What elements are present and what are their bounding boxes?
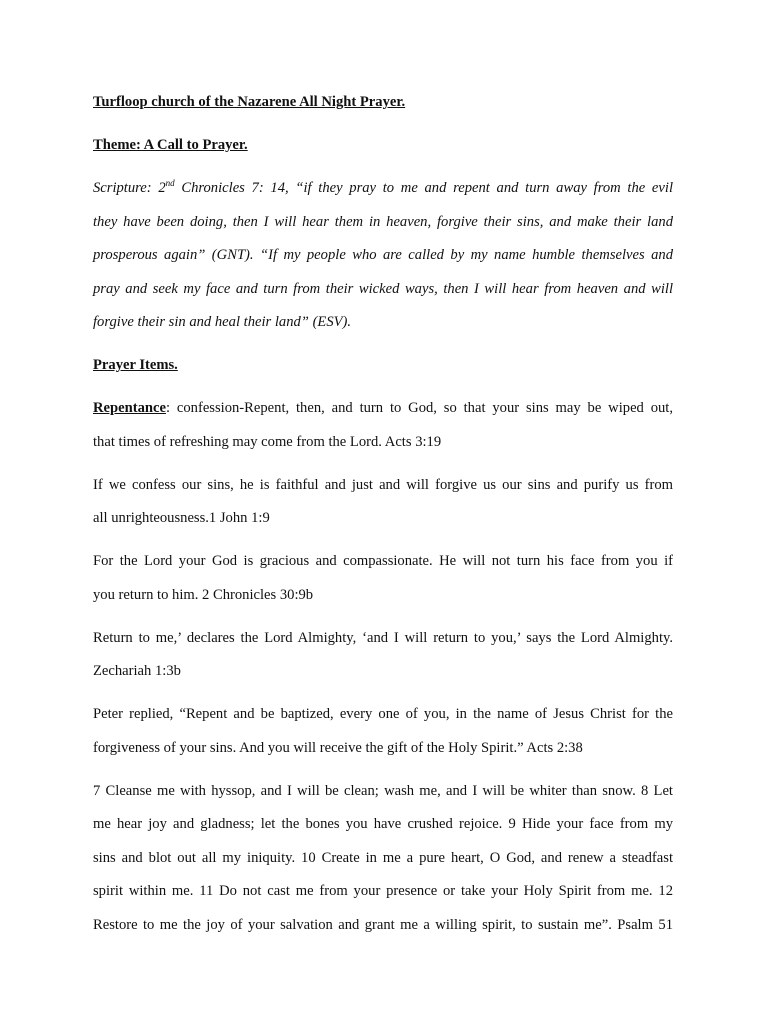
scripture-line-1: [93, 172, 673, 206]
theme-block: [93, 129, 673, 163]
scripture-line-4: pray and seek my face and turn from their wicked ways, then I will hear from heaven and will: [93, 280, 673, 297]
paragraph-psalm-line-5: Restore to me the joy of your salvation and grant me a willing spirit, to sustain me”. Psalm 51: [93, 916, 673, 933]
paragraph-psalm: [93, 775, 673, 943]
paragraph-1john-line-2: all unrighteousness.1 John 1:9: [93, 510, 270, 526]
paragraph-psalm-line-1: 7 Cleanse me with hyssop, and I will be clean; wash me, and I will be whiter than snow. 8 Let: [93, 782, 673, 799]
paragraph-psalm-line-4: spirit within me. 11 Do not cast me from your presence or take your Holy Spirit from me. 12: [93, 883, 673, 899]
repentance-line-1: [93, 392, 673, 426]
scripture-line-1-rest: Chronicles 7: 14, “if they pray to me and repent and turn away from the evil: [174, 180, 673, 196]
paragraph-psalm-line-3: sins and blot out all my iniquity. 10 Create in me a pure heart, O God, and renew a steadfast: [93, 849, 673, 866]
repentance-paragraph: [93, 392, 673, 459]
paragraph-acts-line-2: forgiveness of your sins. And you will receive the gift of the Holy Spirit.” Acts 2:38: [93, 739, 583, 756]
document-theme: Theme: A Call to Prayer.: [93, 137, 248, 153]
paragraph-acts: [93, 698, 673, 765]
repentance-line-2: that times of refreshing may come from the Lord. Acts 3:19: [93, 433, 442, 450]
repentance-label: Repentance: [93, 400, 166, 416]
title-block: [93, 86, 673, 120]
document-page: [93, 86, 673, 952]
paragraph-zechariah: [93, 622, 673, 689]
paragraph-chronicles-line-2: you return to him. 2 Chronicles 30:9b: [93, 586, 314, 603]
scripture-prefix: Scripture: 2: [93, 180, 166, 196]
paragraph-zechariah-line-2: Zechariah 1:3b: [93, 663, 181, 679]
repentance-line-1-rest: : confession-Repent, then, and turn to God, so that your sins may be wiped out,: [165, 400, 673, 416]
scripture-paragraph: [93, 172, 673, 340]
scripture-line-5: forgive their sin and heal their land” (ESV).: [93, 314, 352, 330]
document-title: Turfloop church of the Nazarene All Night Prayer.: [93, 94, 406, 110]
paragraph-chronicles-line-1: For the Lord your God is gracious and compassionate. He will not turn his face from you if: [93, 553, 673, 569]
paragraph-chronicles: [93, 545, 673, 612]
paragraph-zechariah-line-1: Return to me,’ declares the Lord Almighty, ‘and I will return to you,’ says the Lord Almighty.: [93, 629, 673, 646]
paragraph-psalm-line-2: me hear joy and gladness; let the bones you have crushed rejoice. 9 Hide your face from my: [93, 816, 673, 832]
scripture-line-3: prosperous again” (GNT). “If my people who are called by my name humble themselves and: [93, 247, 673, 263]
prayer-items-heading: Prayer Items.: [93, 357, 178, 373]
prayer-items-block: [93, 349, 673, 383]
scripture-superscript: nd: [165, 178, 175, 188]
paragraph-1john: [93, 469, 673, 536]
paragraph-acts-line-1: Peter replied, “Repent and be baptized, every one of you, in the name of Jesus Christ for the: [93, 706, 673, 722]
scripture-line-2: they have been doing, then I will hear them in heaven, forgive their sins, and make their land: [93, 213, 673, 230]
paragraph-1john-line-1: If we confess our sins, he is faithful and just and will forgive us our sins and purify us from: [93, 476, 673, 493]
